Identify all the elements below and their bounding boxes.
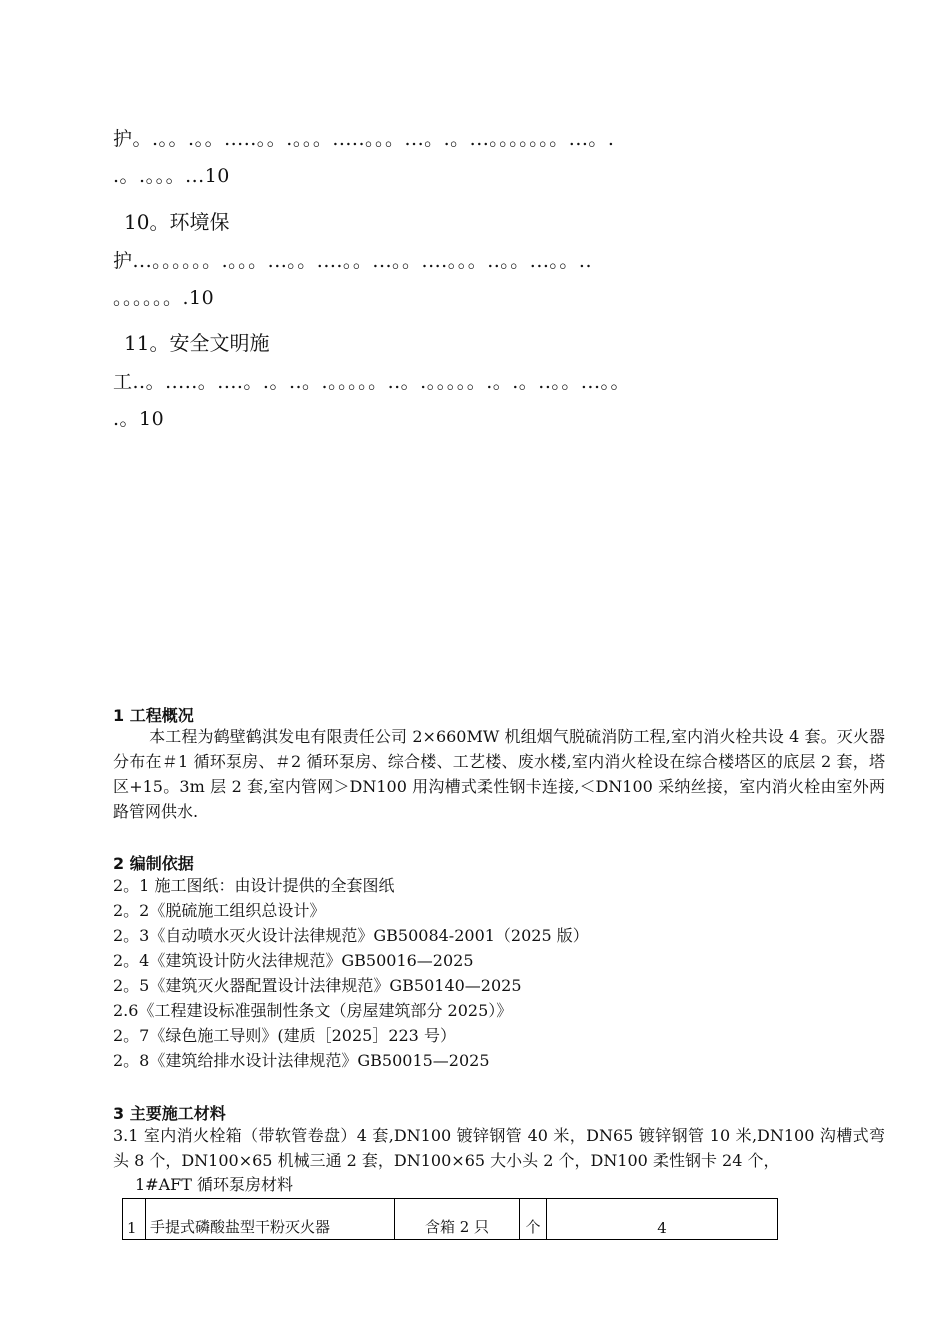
section-body: 3.1 室内消火栓箱（带软管卷盘）4 套,DN100 镀锌钢管 40 米，DN65 镀锌钢管 10 米,DN100 沟槽式弯头 8 个，DN100×65 机械三通 2 套，DN100×65 大小头 2 个，DN100 柔性钢卡 24 个， (113, 1126, 885, 1170)
cell-name: 手提式磷酸盐型干粉灭火器 (146, 1199, 395, 1240)
section-body-text: 本工程为鹤壁鹤淇发电有限责任公司 2×660MW 机组烟气脱硫消防工程,室内消火栓共设 4 套。灭火器分布在＃1 循环泵房、＃2 循环泵房、综合楼、工艺楼、废水楼,室内消火栓设在综合楼塔区的底层 2 套，塔区+15。3m 层 2 套,室内管网＞DN100 用沟槽式柔性钢卡连接,＜DN100 采纳丝接，室内消火栓由室外两路管网供水. (113, 727, 885, 821)
reference-list (113, 873, 885, 1073)
toc-item-title: 10。环境保 (124, 210, 230, 234)
list-item: 2。8《建筑给排水设计法律规范》GB50015—2025 (113, 1051, 490, 1070)
section-title: 2 编制依据 (113, 854, 194, 873)
section-title: 3 主要施工材料 (113, 1104, 226, 1123)
section-body (113, 724, 885, 824)
table-caption: 1#AFT 循环泵房材料 (135, 1175, 294, 1194)
toc-line: 工..。.....。....。.。..。.。。。。。..。.。。。。。.。.。..。。...。。 (113, 371, 630, 393)
list-item: 2。1 施工图纸：由设计提供的全套图纸 (113, 876, 395, 895)
list-item: 2。4《建筑设计防火法律规范》GB50016—2025 (113, 951, 474, 970)
toc-line: 护。.。。.。。.....。。.。。。.....。。。...。.。...。。。。。。。...。. (113, 128, 615, 150)
toc-item-title: 11。安全文明施 (124, 331, 270, 355)
list-item: 2。7《绿色施工导则》(建质［2025］223 号） (113, 1026, 456, 1045)
toc-line: 护...。。。。。。.。。。...。。....。。...。。....。。。..。。...。。.. (113, 250, 592, 272)
list-item: 2.6《工程建设标准强制性条文（房屋建筑部分 2025）》 (113, 1001, 513, 1020)
cell-no: 1 (123, 1199, 146, 1240)
materials-table (122, 1198, 778, 1240)
list-item: 2。2《脱硫施工组织总设计》 (113, 901, 326, 920)
list-item: 2。3《自动喷水灭火设计法律规范》GB50084-2001（2025 版） (113, 926, 589, 945)
cell-unit: 个 (520, 1199, 547, 1240)
toc-line: 。。。。。。.10 (113, 287, 215, 309)
cell-qty: 4 (547, 1199, 778, 1240)
table-row (123, 1199, 778, 1240)
section-title: 1 工程概况 (113, 706, 194, 725)
toc-line: .。10 (113, 408, 165, 430)
toc-line: .。.。。。...10 (113, 165, 230, 187)
list-item: 2。5《建筑灭火器配置设计法律规范》GB50140—2025 (113, 976, 522, 995)
cell-spec: 含箱 2 只 (395, 1199, 520, 1240)
